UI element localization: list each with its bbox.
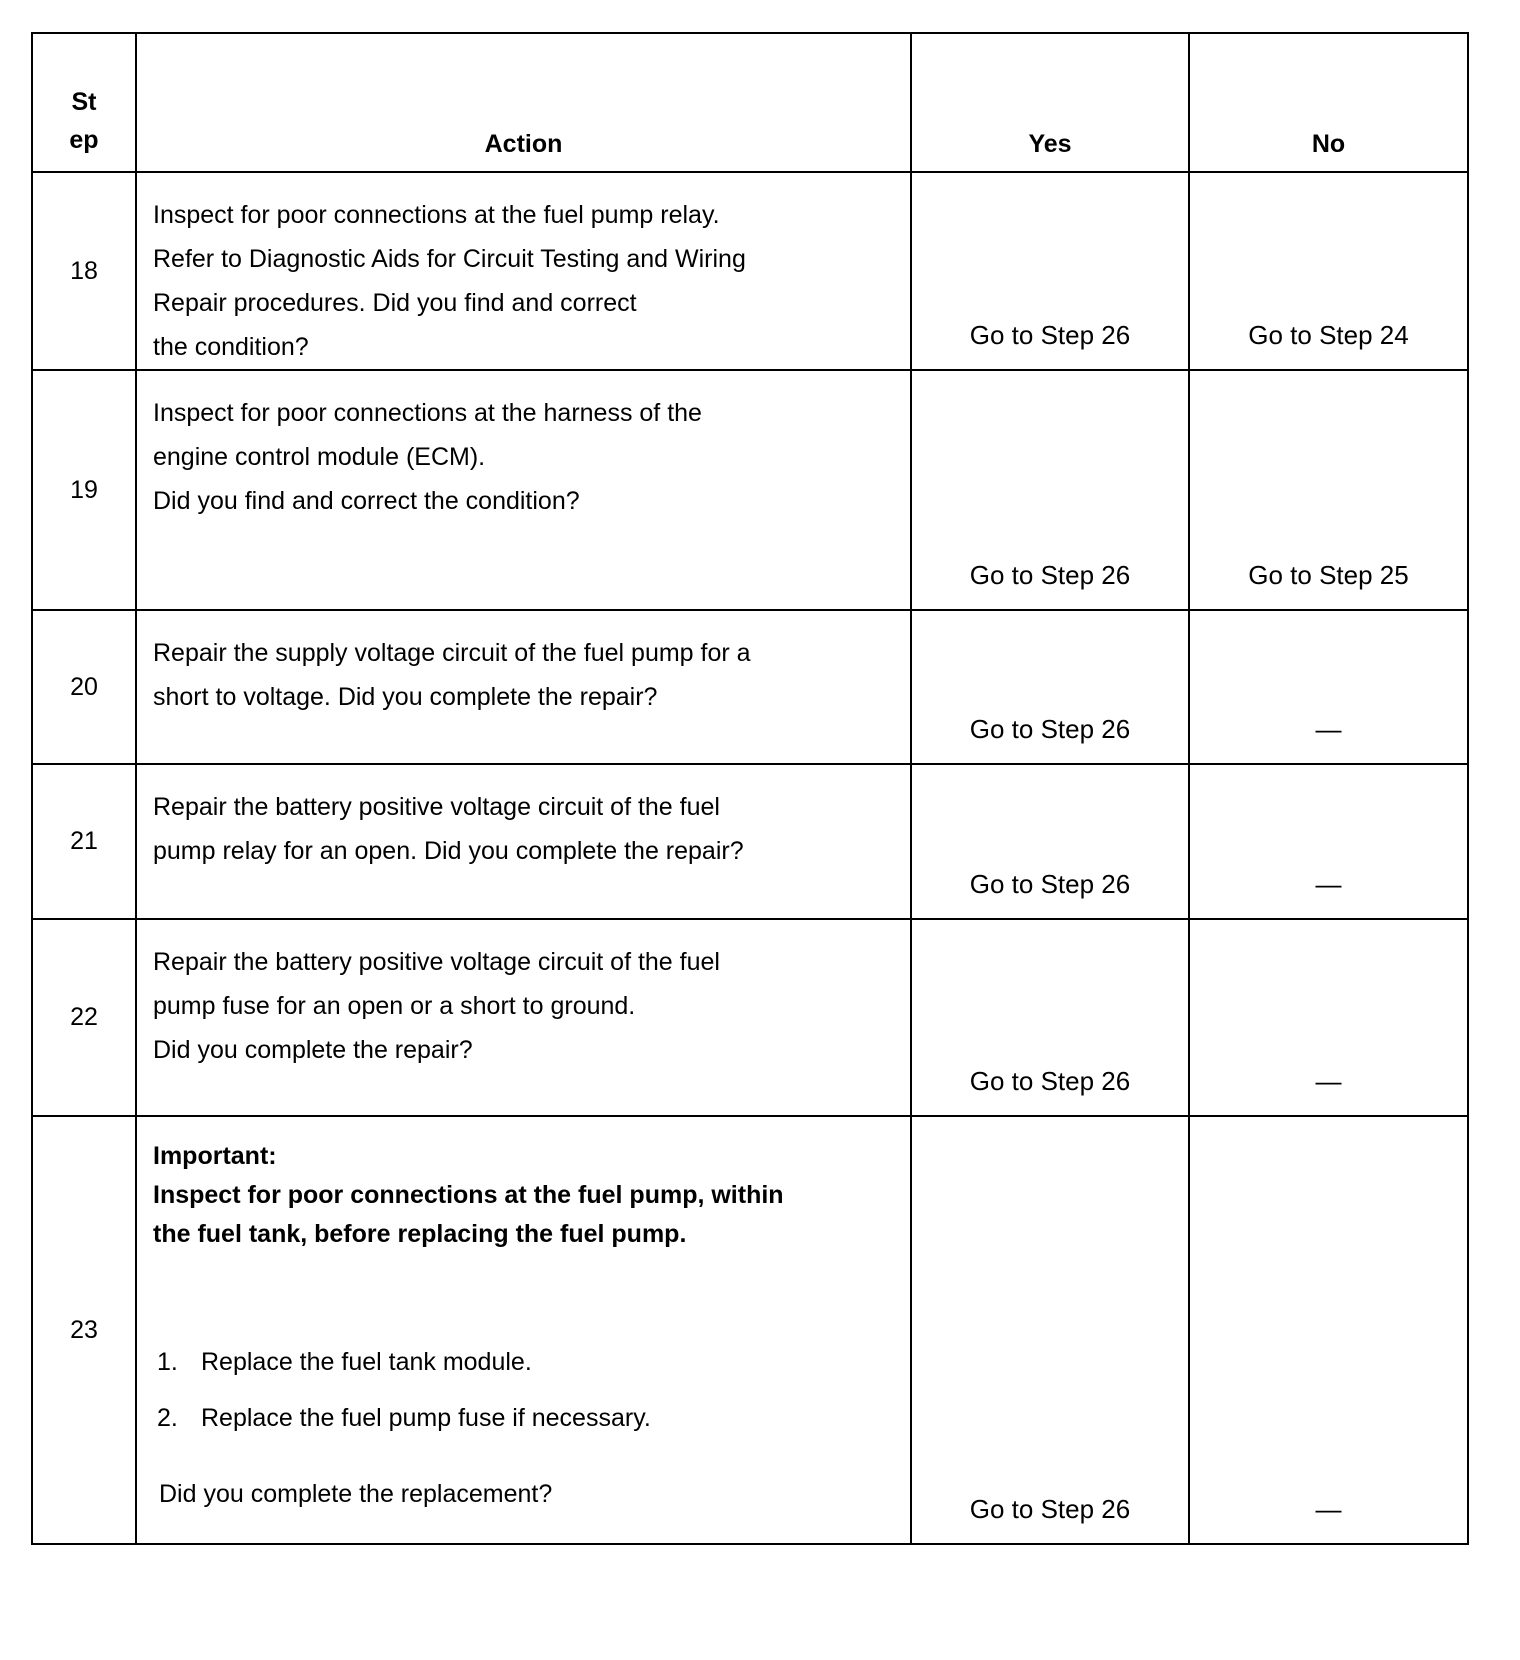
action-line: Repair the battery positive voltage circuit of the fuel	[153, 793, 720, 821]
yes-cell: Go to Step 26	[911, 919, 1189, 1116]
step-number: 19	[32, 370, 136, 610]
step-number: 23	[32, 1116, 136, 1544]
no-cell: —	[1189, 610, 1468, 764]
step-number: 21	[32, 764, 136, 919]
header-no: No	[1189, 33, 1468, 172]
table-row	[32, 610, 1468, 764]
no-cell: Go to Step 25	[1189, 370, 1468, 610]
yes-cell: Go to Step 26	[911, 172, 1189, 370]
action-line: Inspect for poor connections at the harness of the	[153, 399, 702, 427]
action-line: Inspect for poor connections at the fuel pump relay.	[153, 201, 720, 229]
action-line: Repair the battery positive voltage circuit of the fuel	[153, 948, 720, 976]
action-line: the condition?	[153, 333, 309, 361]
header-step: St ep	[32, 33, 136, 172]
action-question: Did you complete the replacement?	[159, 1480, 553, 1508]
action-line: pump relay for an open. Did you complete the repair?	[153, 837, 744, 865]
action-cell	[136, 370, 911, 610]
table-row	[32, 172, 1468, 370]
action-line: Did you find and correct the condition?	[153, 487, 580, 515]
table-row	[32, 370, 1468, 610]
header-row	[32, 33, 1468, 172]
no-cell: —	[1189, 764, 1468, 919]
list-text: Replace the fuel pump fuse if necessary.	[201, 1404, 651, 1432]
action-line: Repair procedures. Did you find and correct	[153, 289, 637, 317]
table-row	[32, 764, 1468, 919]
no-cell: Go to Step 24	[1189, 172, 1468, 370]
list-item	[153, 1334, 894, 1390]
list-number: 2.	[157, 1404, 178, 1432]
list-text: Replace the fuel tank module.	[201, 1348, 532, 1376]
yes-cell: Go to Step 26	[911, 610, 1189, 764]
important-text: the fuel tank, before replacing the fuel pump.	[153, 1220, 687, 1248]
list-number: 1.	[157, 1348, 178, 1376]
action-cell	[136, 764, 911, 919]
step-number: 22	[32, 919, 136, 1116]
header-action: Action	[136, 33, 911, 172]
yes-cell: Go to Step 26	[911, 764, 1189, 919]
yes-cell: Go to Step 26	[911, 1116, 1189, 1544]
table-row	[32, 919, 1468, 1116]
action-line: pump fuse for an open or a short to ground.	[153, 992, 636, 1020]
action-line: Repair the supply voltage circuit of the fuel pump for a	[153, 639, 751, 667]
action-line: Refer to Diagnostic Aids for Circuit Testing and Wiring	[153, 245, 746, 273]
action-cell	[136, 1116, 911, 1544]
action-line: engine control module (ECM).	[153, 443, 486, 471]
action-cell	[136, 919, 911, 1116]
action-cell	[136, 172, 911, 370]
action-cell	[136, 610, 911, 764]
step-number: 18	[32, 172, 136, 370]
diagnostic-table	[31, 32, 1469, 1545]
important-label: Important:	[153, 1142, 277, 1170]
yes-cell: Go to Step 26	[911, 370, 1189, 610]
no-cell: —	[1189, 1116, 1468, 1544]
step-number: 20	[32, 610, 136, 764]
list-item	[153, 1390, 894, 1446]
important-text: Inspect for poor connections at the fuel pump, within	[153, 1181, 784, 1209]
action-line: short to voltage. Did you complete the repair?	[153, 683, 658, 711]
no-cell: —	[1189, 919, 1468, 1116]
header-yes: Yes	[911, 33, 1189, 172]
action-line: Did you complete the repair?	[153, 1036, 473, 1064]
table-row	[32, 1116, 1468, 1544]
